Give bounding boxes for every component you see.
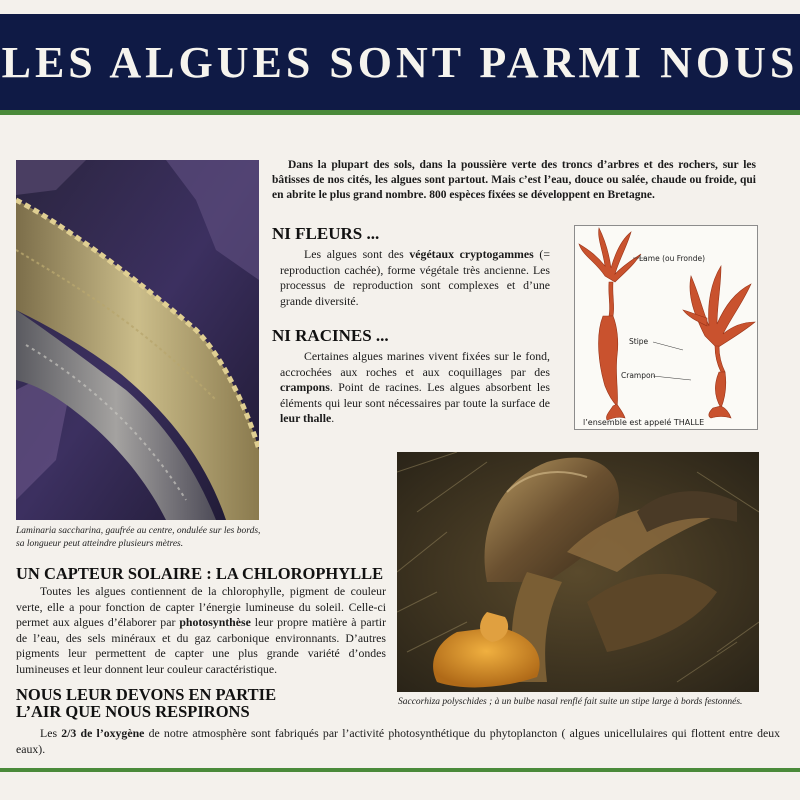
paragraph-oxygene: Les 2/3 de l’oxygène de notre atmosphère sont fabriqués par l’activité photosynthétique du phytoplancton ( algues unicellulaires qui flottent entre deux eaux). xyxy=(16,726,781,756)
thalle-diagram xyxy=(574,225,758,430)
laminaria-caption: Laminaria saccharina, gaufrée au centre, ondulée sur les bords, sa longueur peut atteindre plusieurs mètres. xyxy=(16,526,261,549)
diagram-caption: l’ensemble est appelé THALLE xyxy=(583,418,705,427)
title-banner xyxy=(0,14,800,110)
term-oxygene: 2/3 de l’oxygène xyxy=(61,726,145,740)
heading-ni-fleurs: NI FLEURS ... xyxy=(272,224,380,243)
paragraph-ni-fleurs: Les algues sont des végétaux cryptogammes (= reproduction cachée), forme végétale très ancienne. Les processus de reproduction sont complexes et d’une grande diversité. xyxy=(280,247,551,308)
accent-divider-top xyxy=(0,110,800,115)
term-crampons: crampons xyxy=(280,380,330,394)
saccorhiza-photo-image xyxy=(397,452,759,692)
laminaria-photo-image xyxy=(16,160,259,520)
laminaria-photo xyxy=(16,160,259,520)
label-lame: Lame (ou Fronde) xyxy=(639,254,706,263)
intro-paragraph: Dans la plupart des sols, dans la poussière verte des troncs d’arbres et des rochers, sur les bâtisses de nos cités, les algues sont partout. Mais c’est l’eau, douce ou salée, chaude ou froide, qui en abrite le plus grand nombre. 800 espèces fixées se développent en Bretagne. xyxy=(272,159,756,201)
term-thalle: leur thalle xyxy=(280,411,332,425)
page-title: LES ALGUES SONT PARMI NOUS xyxy=(1,37,799,87)
accent-divider-bottom xyxy=(0,768,800,772)
heading-chlorophylle: UN CAPTEUR SOLAIRE : LA CHLOROPHYLLE xyxy=(16,564,384,583)
paragraph-ni-racines: Certaines algues marines vivent fixées sur le fond, accrochées aux roches et aux coquillages par des crampons. Point de racines. Les algues absorbent les éléments qui leur sont nécessaires par toute la surface de leur thalle. xyxy=(280,349,550,425)
saccorhiza-caption: Saccorhiza polyschides ; à un bulbe nasal renflé fait suite un stipe large à bords festonnés. xyxy=(398,697,743,707)
heading-ni-racines: NI RACINES ... xyxy=(272,326,389,345)
heading-air: NOUS LEUR DEVONS EN PARTIE L’AIR QUE NOUS RESPIRONS xyxy=(16,685,277,721)
thalle-illustration xyxy=(575,226,757,429)
paragraph-chlorophylle: Toutes les algues contiennent de la chlorophylle, pigment de couleur verte, elle a pour fonction de capter l’énergie lumineuse du soleil. Celle-ci permet aux algues d’élaborer par photosynthèse leur propre matière à partir de l’eau, des sels minéraux et du gaz carbonique environnants. D’autres pigments leur permettent de capter une plus grande variété d’ondes lumineuses et leur donnent leur couleur caractéristique. xyxy=(16,584,386,676)
label-crampon: Crampon xyxy=(621,371,656,380)
saccorhiza-photo xyxy=(397,452,759,692)
term-photosynthese: photosynthèse xyxy=(179,615,251,629)
term-cryptogammes: végétaux cryptogammes xyxy=(409,247,534,261)
label-stipe: Stipe xyxy=(629,337,649,346)
top-strip xyxy=(0,0,800,14)
